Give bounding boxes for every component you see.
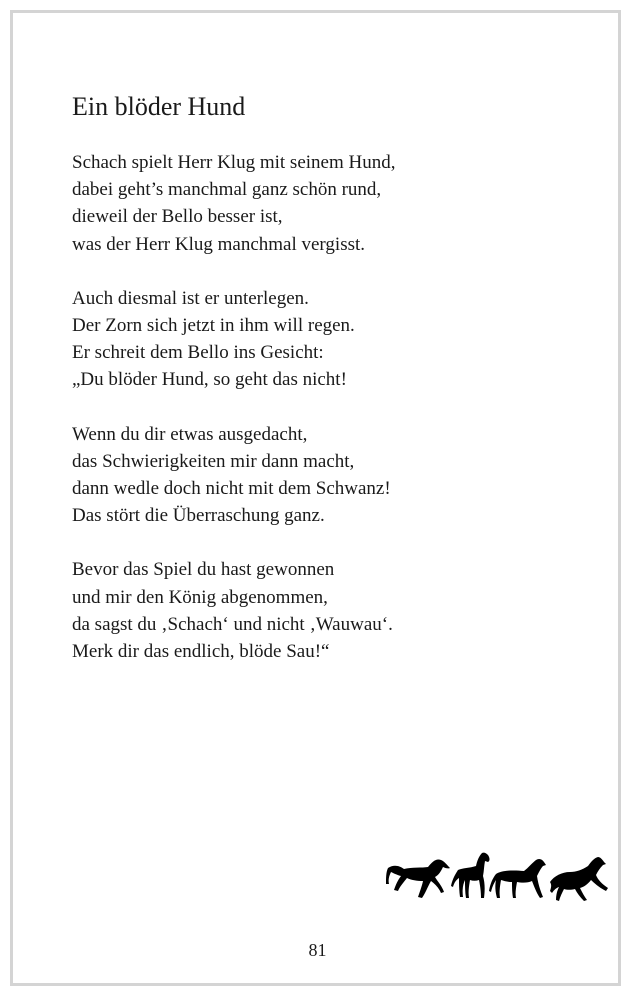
verse-line: dieweil der Bello besser ist, <box>72 206 283 228</box>
verse-line: Wenn du dir etwas ausgedacht, <box>72 423 308 445</box>
verse-line: das Schwierigkeiten mir dann macht, <box>72 450 355 472</box>
verse-line: Bevor das Spiel du hast gewonnen <box>72 559 335 581</box>
stanza-3 <box>72 421 552 530</box>
horse-silhouettes-icon <box>386 850 612 906</box>
horse-silhouette-2 <box>451 853 490 898</box>
verse-line: Auch diesmal ist er unterlegen. <box>72 287 309 309</box>
poem-body <box>72 149 552 692</box>
verse-line: Das stört die Überraschung ganz. <box>72 505 325 527</box>
verse-line: dabei geht’s manchmal ganz schön rund, <box>72 179 382 201</box>
verse-line: Der Zorn sich jetzt in ihm will regen. <box>72 315 355 337</box>
verse-line: „Du blöder Hund, so geht das nicht! <box>72 369 347 391</box>
stanza-2 <box>72 285 552 394</box>
horse-silhouette-3 <box>489 859 546 898</box>
stanza-1 <box>72 149 552 258</box>
verse-line: Schach spielt Herr Klug mit seinem Hund, <box>72 152 396 173</box>
verse-line: Er schreit dem Bello ins Gesicht: <box>72 342 324 364</box>
page-number: 81 <box>308 940 327 960</box>
verse-line: was der Herr Klug manchmal vergisst. <box>72 233 366 255</box>
stanza-4 <box>72 556 552 665</box>
verse-line: dann wedle doch nicht mit dem Schwanz! <box>72 478 391 500</box>
horse-silhouette-4 <box>550 857 608 901</box>
horse-silhouette-1 <box>386 859 450 898</box>
poem-title: Ein blöder Hund <box>72 92 246 121</box>
verse-line: Merk dir das endlich, blöde Sau!“ <box>72 641 330 663</box>
verse-line: da sagst du ‚Schach‘ und nicht ‚Wauwau‘. <box>72 613 393 635</box>
verse-line: und mir den König abgenommen, <box>72 586 328 608</box>
